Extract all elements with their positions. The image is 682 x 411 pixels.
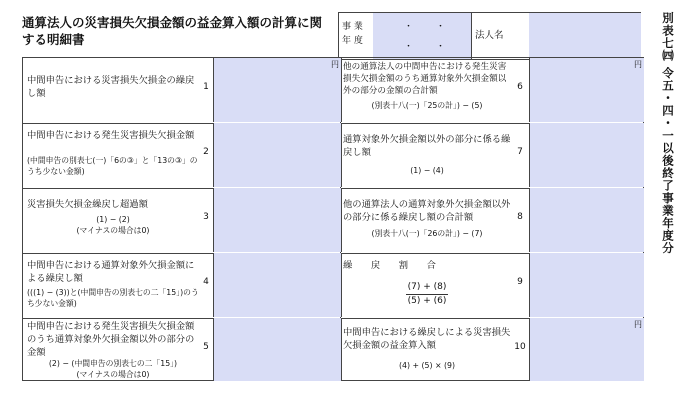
fiscal-year-label-cell <box>339 13 374 59</box>
line-2-number: 2 <box>203 147 209 157</box>
line-9-denominator: (5) + (6) <box>407 296 447 306</box>
line-4-number: 4 <box>203 277 209 287</box>
header-box <box>338 12 641 60</box>
line-6-label: 他の通算法人の中間申告における発生災害損失欠損金額のうち通算対象外欠損金額以外の部分の金額の合計額 <box>343 62 507 96</box>
line-9-label: 繰 戻 割 合 <box>343 260 436 271</box>
form-id: 別表七㈣ 令五・四・一以後終了事業年度分 <box>661 12 675 255</box>
line-1-amount-field[interactable] <box>213 58 342 122</box>
table-row <box>23 188 643 254</box>
corporation-label-cell <box>471 13 530 59</box>
line-8-label: 他の通算法人の通算対象外欠損金額以外の部分に係る繰戻し額の合計額 <box>343 199 511 223</box>
line-3-number: 3 <box>203 212 209 222</box>
line-1-label: 中間申告における災害損失欠損金の繰戻し額 <box>27 75 195 99</box>
line-9-fraction <box>343 281 511 308</box>
line-6-formula: (別表十八(一)「25の計」) − (5) <box>371 101 483 110</box>
line-5-formula: (2) − (中間申告の別表七の二「15」) (マイナスの場合は0) <box>48 359 178 379</box>
form-title: 通算法人の災害損失欠損金額の益金算入額の計算に関する明細書 <box>22 15 323 47</box>
corporation-name-field[interactable] <box>529 13 641 59</box>
year-sep-3: ・ <box>404 42 414 52</box>
line-8-number: 8 <box>517 212 523 222</box>
line-5-number: 5 <box>203 342 209 352</box>
line-2-amount-field[interactable] <box>213 123 342 187</box>
year-sep-4: ・ <box>436 42 446 52</box>
table-row <box>23 123 643 189</box>
table-row <box>23 318 643 382</box>
line-7-amount-field[interactable] <box>529 123 644 187</box>
line-10-unit: 円 <box>634 320 642 329</box>
line-10-number: 10 <box>514 342 526 352</box>
line-9-numerator: (7) + (8) <box>406 281 449 295</box>
line-10-label: 中間申告における繰戻しによる災害損失欠損金額の益金算入額 <box>343 327 511 351</box>
line-8-formula: (別表十八(一)「26の計」) − (7) <box>371 229 483 238</box>
line-4-formula: (((1) − (3))と(中間申告の別表七の二「15」)のうち少ない金額) <box>27 288 199 308</box>
calculation-grid <box>22 57 644 381</box>
line-5-label: 中間申告における発生災害損失欠損金額のうち通算対象外欠損金額以外の部分の金額 <box>27 321 195 358</box>
year-sep-2: ・ <box>436 22 446 32</box>
line-7-formula: (1) − (4) <box>410 166 444 175</box>
line-8-amount-field[interactable] <box>529 188 644 252</box>
line-2-label: 中間申告における発生災害損失欠損金額 <box>27 130 195 141</box>
line-3-amount-field[interactable] <box>213 188 342 252</box>
line-5-amount-field[interactable] <box>213 318 342 381</box>
line-10-formula: (4) + (5) × (9) <box>398 361 456 370</box>
year-sep-1: ・ <box>404 22 414 32</box>
fiscal-year-label: 事 業 年 度 <box>342 22 363 46</box>
line-6-number: 6 <box>517 82 523 92</box>
line-7-number: 7 <box>517 147 523 157</box>
corporation-label: 法人名 <box>475 30 504 41</box>
line-4-label: 中間申告における通算対象外欠損金額による繰戻し額 <box>27 260 195 284</box>
line-3-formula: (1) − (2) (マイナスの場合は0) <box>76 215 150 235</box>
line-9-number: 9 <box>517 277 523 287</box>
table-row <box>23 58 643 124</box>
line-7-label: 通算対象外欠損金額以外の部分に係る繰戻し額 <box>343 134 511 158</box>
line-6-amount-field[interactable] <box>529 58 644 122</box>
line-1-number: 1 <box>203 82 209 92</box>
line-6-unit: 円 <box>634 60 642 69</box>
line-1-unit: 円 <box>331 60 339 69</box>
table-row <box>23 253 643 319</box>
line-2-formula: (中間申告の別表七(一)「6の③」と「13の③」のうち少ない金額) <box>27 156 198 176</box>
line-10-amount-field[interactable] <box>529 318 644 381</box>
line-9-ratio-field[interactable] <box>529 253 644 317</box>
fiscal-year-field[interactable] <box>373 13 472 59</box>
line-4-amount-field[interactable] <box>213 253 342 317</box>
line-3-label: 災害損失欠損金繰戻し超過額 <box>27 199 148 210</box>
